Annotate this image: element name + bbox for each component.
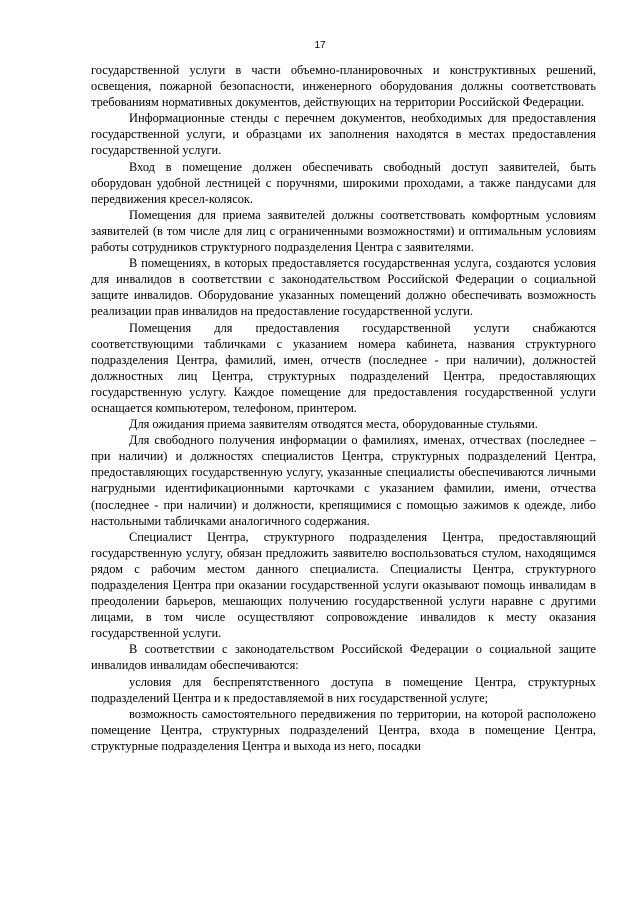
document-body — [91, 62, 596, 754]
paragraph-5: В помещениях, в которых предоставляется государственная услуга, создаются условия для инвалидов в соответствии с законодательством Российской Федерации о социальной защите инвалидов. Оборудование указанных помещений должно обеспечивать возможность реализации прав инвалидов на предоставление государственной услуги. — [91, 256, 596, 319]
paragraph-2: Информационные стенды с перечнем документов, необходимых для предоставления государственной услуги, и образцами их заполнения находятся в местах предоставления государственной услуги. — [91, 111, 596, 158]
paragraph-7: Для ожидания приема заявителям отводятся места, оборудованные стульями. — [129, 417, 538, 432]
paragraph-9: Специалист Центра, структурного подразделения Центра, предоставляющий государственную услугу, обязан предложить заявителю воспользоваться стулом, находящимся рядом с рабочим местом данного специалиста. Специалисты Центра, структурного подразделения Центра при оказании государственной услуги оказывают помощь инвалидам в преодолении барьеров, мешающих получению государственной услуги наравне с другими лицами, в том числе осуществляют сопровождение инвалидов к месту оказания государственной услуги. — [91, 529, 596, 641]
paragraph-11: условия для беспрепятственного доступа в помещение Центра, структурных подразделений Центра и к предоставляемой в них государственной услуге; — [91, 674, 596, 705]
paragraph-4: Помещения для приема заявителей должны соответствовать комфортным условиям заявителей (в том числе для лиц с ограниченными возможностями) и оптимальным условиям работы сотрудников структурного подразделения Центра с заявителями. — [91, 207, 596, 255]
paragraph-3: Вход в помещение должен обеспечивать свободный доступ заявителей, быть оборудован удобной лестницей с поручнями, широкими проходами, а также пандусами для передвижения кресел-колясок. — [91, 159, 596, 206]
paragraph-8: Для свободного получения информации о фамилиях, именах, отчествах (последнее – при наличии) и должностях специалистов Центра, структурных подразделений Центра, предоставляющих государственную услугу, указанные специалисты обеспечиваются личными нагрудными идентификационными карточками с указанием фамилии, имени, отчества (последнее - при наличии) и должности, крепящимися с помощью зажимов к одежде, либо настольными табличками аналогичного содержания. — [91, 433, 596, 528]
paragraph-12: возможность самостоятельного передвижения по территории, на которой расположено помещение Центра, структурных подразделений Центра, входа в помещение Центра, структурные подразделения Центра и выхода из него, посадки — [91, 706, 596, 753]
paragraph-1: государственной услуги в части объемно-планировочных и конструктивных решений, освещения, пожарной безопасности, инженерного оборудования должны соответствовать требованиям нормативных документов, действующих на территории Российской Федерации. — [91, 63, 596, 110]
paragraph-10: В соответствии с законодательством Российской Федерации о социальной защите инвалидов инвалидам обеспечиваются: — [91, 642, 596, 673]
paragraph-6: Помещения для предоставления государственной услуги снабжаются соответствующими табличками с указанием номера кабинета, названия структурного подразделения Центра, фамилий, имен, отчеств (последнее - при наличии), должностей должностных лиц Центра, структурных подразделений Центра, предоставляющих государственную услугу. Каждое помещение для предоставления государственной услуги оснащается компьютером, телефоном, принтером. — [91, 320, 596, 415]
page-number: 17 — [314, 40, 326, 51]
